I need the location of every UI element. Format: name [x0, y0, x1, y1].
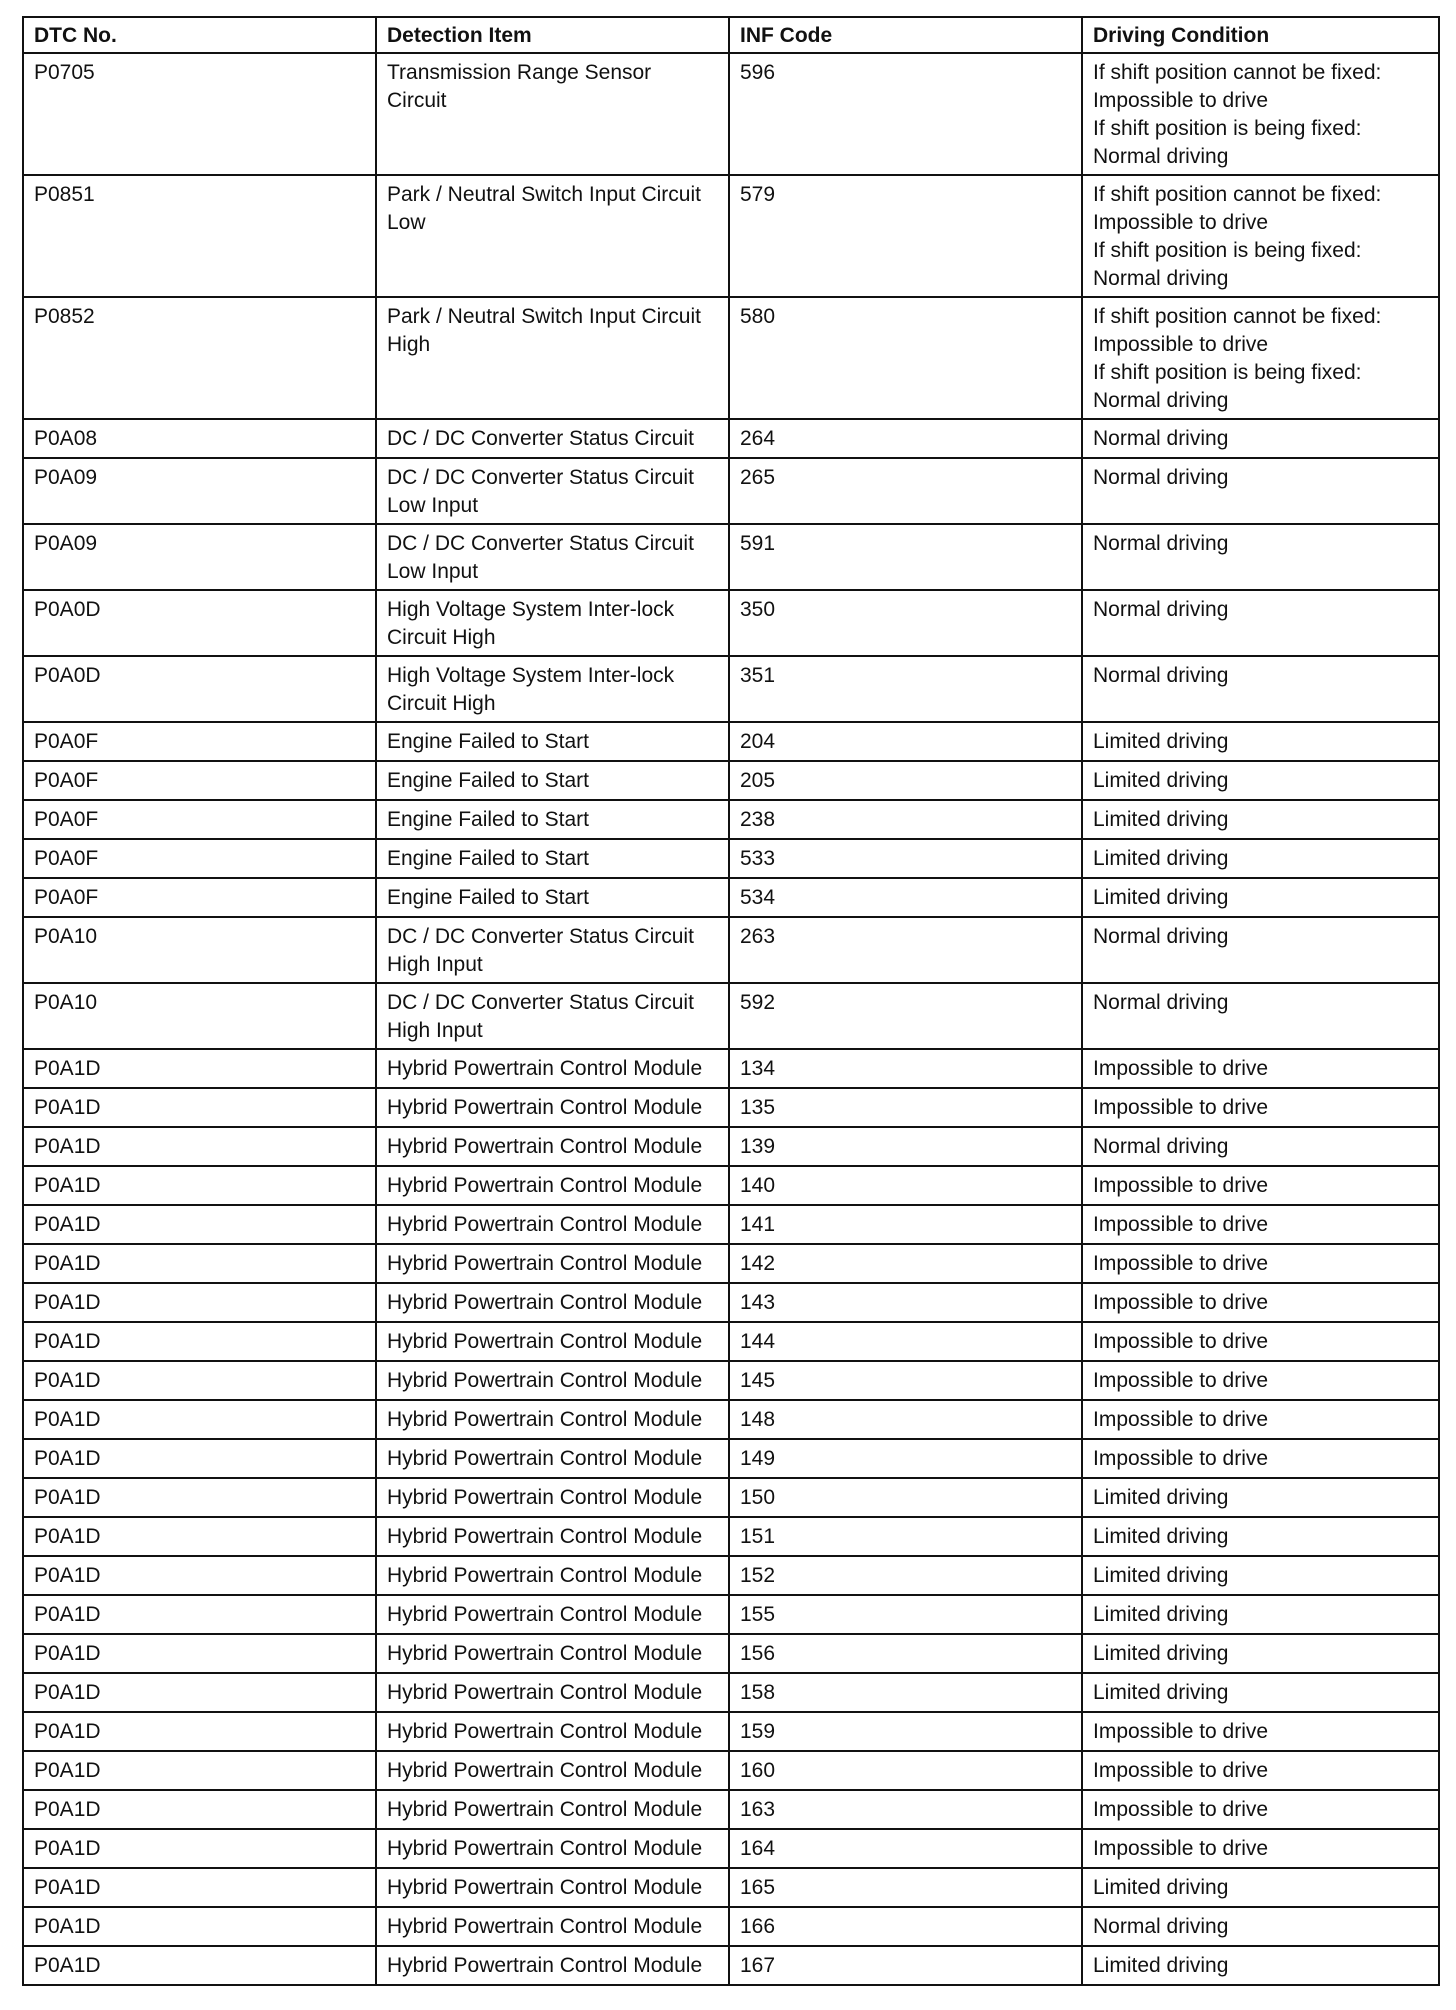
- driving-condition-line: Limited driving: [1093, 1525, 1229, 1548]
- cell-driving-condition: [1082, 419, 1439, 458]
- table-row: [23, 524, 1439, 590]
- driving-condition-line: Limited driving: [1093, 808, 1229, 831]
- cell-dtc-no: P0852: [23, 297, 376, 419]
- table-row: [23, 1790, 1439, 1829]
- cell-driving-condition: [1082, 590, 1439, 656]
- cell-dtc-no: P0705: [23, 53, 376, 175]
- cell-dtc-no: P0A1D: [23, 1634, 376, 1673]
- cell-detection-item: [376, 800, 729, 839]
- driving-condition-line: Normal driving: [1093, 145, 1229, 168]
- detection-item-line: Engine Failed to Start: [387, 808, 589, 831]
- cell-dtc-no: P0A1D: [23, 1049, 376, 1088]
- driving-condition-line: Impossible to drive: [1093, 1330, 1269, 1353]
- cell-detection-item: [376, 419, 729, 458]
- driving-condition-line: Normal driving: [1093, 267, 1229, 290]
- cell-inf-code: 159: [729, 1712, 1082, 1751]
- detection-item-line: Hybrid Powertrain Control Module: [387, 1096, 703, 1119]
- table-row: [23, 458, 1439, 524]
- cell-detection-item: [376, 1946, 729, 1985]
- cell-driving-condition: [1082, 1556, 1439, 1595]
- cell-inf-code: 534: [729, 878, 1082, 917]
- driving-condition-line: Impossible to drive: [1093, 1369, 1269, 1392]
- detection-item-line: Hybrid Powertrain Control Module: [387, 1681, 703, 1704]
- driving-condition-line: Limited driving: [1093, 1681, 1229, 1704]
- cell-inf-code: 591: [729, 524, 1082, 590]
- cell-driving-condition: [1082, 53, 1439, 175]
- cell-inf-code: 158: [729, 1673, 1082, 1712]
- detection-item-line: Hybrid Powertrain Control Module: [387, 1564, 703, 1587]
- driving-condition-line: Impossible to drive: [1093, 211, 1269, 234]
- cell-driving-condition: [1082, 1205, 1439, 1244]
- cell-driving-condition: [1082, 1673, 1439, 1712]
- cell-dtc-no: P0A1D: [23, 1439, 376, 1478]
- cell-detection-item: [376, 590, 729, 656]
- driving-condition-line: Limited driving: [1093, 1603, 1229, 1626]
- cell-dtc-no: P0A0F: [23, 878, 376, 917]
- driving-condition-line: Normal driving: [1093, 466, 1229, 489]
- cell-dtc-no: P0A10: [23, 917, 376, 983]
- detection-item-line: Hybrid Powertrain Control Module: [387, 1330, 703, 1353]
- detection-item-line: Hybrid Powertrain Control Module: [387, 1447, 703, 1470]
- detection-item-line: Hybrid Powertrain Control Module: [387, 1057, 703, 1080]
- detection-item-line: Hybrid Powertrain Control Module: [387, 1174, 703, 1197]
- detection-item-line: Hybrid Powertrain Control Module: [387, 1213, 703, 1236]
- detection-item-line: Hybrid Powertrain Control Module: [387, 1954, 703, 1977]
- table-row: [23, 839, 1439, 878]
- cell-detection-item: [376, 917, 729, 983]
- cell-driving-condition: [1082, 1127, 1439, 1166]
- driving-condition-line: Limited driving: [1093, 1642, 1229, 1665]
- cell-inf-code: 579: [729, 175, 1082, 297]
- cell-inf-code: 165: [729, 1868, 1082, 1907]
- cell-driving-condition: [1082, 839, 1439, 878]
- cell-dtc-no: P0851: [23, 175, 376, 297]
- cell-inf-code: 149: [729, 1439, 1082, 1478]
- cell-detection-item: [376, 175, 729, 297]
- cell-dtc-no: P0A1D: [23, 1361, 376, 1400]
- detection-item-line: High: [387, 333, 431, 356]
- detection-item-line: Park / Neutral Switch Input Circuit: [387, 183, 701, 206]
- detection-item-line: Engine Failed to Start: [387, 730, 589, 753]
- table-row: [23, 1400, 1439, 1439]
- driving-condition-line: Normal driving: [1093, 1135, 1229, 1158]
- driving-condition-line: Limited driving: [1093, 847, 1229, 870]
- driving-condition-line: If shift position is being fixed:: [1093, 361, 1362, 384]
- cell-dtc-no: P0A1D: [23, 1400, 376, 1439]
- cell-inf-code: 135: [729, 1088, 1082, 1127]
- cell-driving-condition: [1082, 1088, 1439, 1127]
- cell-inf-code: 139: [729, 1127, 1082, 1166]
- driving-condition-line: Normal driving: [1093, 664, 1229, 687]
- cell-inf-code: 134: [729, 1049, 1082, 1088]
- detection-item-line: Hybrid Powertrain Control Module: [387, 1837, 703, 1860]
- table-row: [23, 983, 1439, 1049]
- cell-inf-code: 263: [729, 917, 1082, 983]
- table-row: [23, 297, 1439, 419]
- table-row: [23, 1205, 1439, 1244]
- table-row: [23, 1868, 1439, 1907]
- cell-driving-condition: [1082, 524, 1439, 590]
- cell-detection-item: [376, 1712, 729, 1751]
- detection-item-line: Hybrid Powertrain Control Module: [387, 1876, 703, 1899]
- detection-item-line: Hybrid Powertrain Control Module: [387, 1759, 703, 1782]
- cell-driving-condition: [1082, 1244, 1439, 1283]
- table-row: [23, 1244, 1439, 1283]
- detection-item-line: Low Input: [387, 560, 479, 583]
- detection-item-line: DC / DC Converter Status Circuit: [387, 925, 694, 948]
- detection-item-line: Low Input: [387, 494, 479, 517]
- cell-inf-code: 167: [729, 1946, 1082, 1985]
- cell-inf-code: 580: [729, 297, 1082, 419]
- cell-dtc-no: P0A1D: [23, 1790, 376, 1829]
- driving-condition-line: Impossible to drive: [1093, 1213, 1269, 1236]
- table-row: [23, 1283, 1439, 1322]
- cell-dtc-no: P0A1D: [23, 1595, 376, 1634]
- driving-condition-line: If shift position is being fixed:: [1093, 117, 1362, 140]
- cell-dtc-no: P0A1D: [23, 1907, 376, 1946]
- cell-inf-code: 140: [729, 1166, 1082, 1205]
- detection-item-line: DC / DC Converter Status Circuit: [387, 991, 694, 1014]
- header-driving-condition: Driving Condition: [1082, 17, 1439, 53]
- cell-detection-item: [376, 458, 729, 524]
- cell-dtc-no: P0A09: [23, 458, 376, 524]
- cell-detection-item: [376, 1283, 729, 1322]
- driving-condition-line: Normal driving: [1093, 532, 1229, 555]
- cell-inf-code: 351: [729, 656, 1082, 722]
- table-row: [23, 1712, 1439, 1751]
- cell-driving-condition: [1082, 1283, 1439, 1322]
- cell-inf-code: 141: [729, 1205, 1082, 1244]
- table-row: [23, 1361, 1439, 1400]
- table-row: [23, 1751, 1439, 1790]
- detection-item-line: DC / DC Converter Status Circuit: [387, 532, 694, 555]
- driving-condition-line: Limited driving: [1093, 769, 1229, 792]
- cell-detection-item: [376, 1244, 729, 1283]
- driving-condition-line: Impossible to drive: [1093, 1174, 1269, 1197]
- driving-condition-line: Impossible to drive: [1093, 1096, 1269, 1119]
- cell-inf-code: 151: [729, 1517, 1082, 1556]
- table-body: [23, 53, 1439, 1985]
- cell-inf-code: 144: [729, 1322, 1082, 1361]
- detection-item-line: High Input: [387, 1019, 483, 1042]
- detection-item-line: Hybrid Powertrain Control Module: [387, 1291, 703, 1314]
- driving-condition-line: If shift position is being fixed:: [1093, 239, 1362, 262]
- table-row: [23, 1439, 1439, 1478]
- cell-dtc-no: P0A1D: [23, 1205, 376, 1244]
- cell-dtc-no: P0A0F: [23, 800, 376, 839]
- cell-detection-item: [376, 297, 729, 419]
- driving-condition-line: Impossible to drive: [1093, 1447, 1269, 1470]
- cell-detection-item: [376, 53, 729, 175]
- detection-item-line: High Input: [387, 953, 483, 976]
- table-row: [23, 761, 1439, 800]
- cell-detection-item: [376, 1634, 729, 1673]
- table-row: [23, 175, 1439, 297]
- header-inf-code: INF Code: [729, 17, 1082, 53]
- driving-condition-line: Normal driving: [1093, 427, 1229, 450]
- detection-item-line: Hybrid Powertrain Control Module: [387, 1525, 703, 1548]
- driving-condition-line: Impossible to drive: [1093, 1759, 1269, 1782]
- driving-condition-line: Normal driving: [1093, 1915, 1229, 1938]
- table-row: [23, 917, 1439, 983]
- detection-item-line: Hybrid Powertrain Control Module: [387, 1642, 703, 1665]
- cell-dtc-no: P0A1D: [23, 1244, 376, 1283]
- cell-driving-condition: [1082, 1751, 1439, 1790]
- cell-detection-item: [376, 656, 729, 722]
- table-row: [23, 1166, 1439, 1205]
- cell-detection-item: [376, 1322, 729, 1361]
- cell-inf-code: 152: [729, 1556, 1082, 1595]
- detection-item-line: Hybrid Powertrain Control Module: [387, 1798, 703, 1821]
- table-row: [23, 722, 1439, 761]
- cell-driving-condition: [1082, 1946, 1439, 1985]
- table-row: [23, 1946, 1439, 1985]
- cell-dtc-no: P0A1D: [23, 1751, 376, 1790]
- cell-driving-condition: [1082, 722, 1439, 761]
- header-detection-item: Detection Item: [376, 17, 729, 53]
- detection-item-line: Hybrid Powertrain Control Module: [387, 1252, 703, 1275]
- cell-detection-item: [376, 1790, 729, 1829]
- cell-dtc-no: P0A0D: [23, 656, 376, 722]
- cell-detection-item: [376, 1673, 729, 1712]
- cell-detection-item: [376, 1361, 729, 1400]
- detection-item-line: Engine Failed to Start: [387, 847, 589, 870]
- header-dtc-no: DTC No.: [23, 17, 376, 53]
- table-row: [23, 1127, 1439, 1166]
- cell-detection-item: [376, 1907, 729, 1946]
- cell-driving-condition: [1082, 983, 1439, 1049]
- driving-condition-line: Normal driving: [1093, 925, 1229, 948]
- cell-detection-item: [376, 1829, 729, 1868]
- cell-inf-code: 155: [729, 1595, 1082, 1634]
- cell-driving-condition: [1082, 1790, 1439, 1829]
- cell-dtc-no: P0A1D: [23, 1283, 376, 1322]
- cell-detection-item: [376, 1478, 729, 1517]
- table-row: [23, 878, 1439, 917]
- table-row: [23, 1595, 1439, 1634]
- driving-condition-line: If shift position cannot be fixed:: [1093, 183, 1382, 206]
- cell-dtc-no: P0A1D: [23, 1166, 376, 1205]
- cell-dtc-no: P0A08: [23, 419, 376, 458]
- cell-driving-condition: [1082, 1595, 1439, 1634]
- cell-driving-condition: [1082, 1322, 1439, 1361]
- cell-detection-item: [376, 1205, 729, 1244]
- cell-inf-code: 205: [729, 761, 1082, 800]
- detection-item-line: Transmission Range Sensor: [387, 61, 652, 84]
- cell-inf-code: 142: [729, 1244, 1082, 1283]
- cell-inf-code: 160: [729, 1751, 1082, 1790]
- cell-dtc-no: P0A1D: [23, 1712, 376, 1751]
- cell-inf-code: 238: [729, 800, 1082, 839]
- detection-item-line: DC / DC Converter Status Circuit: [387, 427, 694, 450]
- header-row: [23, 17, 1439, 53]
- driving-condition-line: Limited driving: [1093, 1564, 1229, 1587]
- cell-driving-condition: [1082, 1634, 1439, 1673]
- cell-dtc-no: P0A1D: [23, 1127, 376, 1166]
- cell-driving-condition: [1082, 1907, 1439, 1946]
- detection-item-line: High Voltage System Inter-lock: [387, 598, 675, 621]
- cell-driving-condition: [1082, 1400, 1439, 1439]
- driving-condition-line: If shift position cannot be fixed:: [1093, 61, 1382, 84]
- detection-item-line: Hybrid Powertrain Control Module: [387, 1369, 703, 1392]
- cell-driving-condition: [1082, 1829, 1439, 1868]
- detection-item-line: Circuit High: [387, 692, 496, 715]
- cell-dtc-no: P0A0F: [23, 722, 376, 761]
- cell-inf-code: 164: [729, 1829, 1082, 1868]
- cell-detection-item: [376, 839, 729, 878]
- detection-item-line: Hybrid Powertrain Control Module: [387, 1603, 703, 1626]
- detection-item-line: Low: [387, 211, 426, 234]
- cell-inf-code: 163: [729, 1790, 1082, 1829]
- driving-condition-line: Normal driving: [1093, 598, 1229, 621]
- cell-driving-condition: [1082, 1868, 1439, 1907]
- table-row: [23, 1049, 1439, 1088]
- driving-condition-line: Impossible to drive: [1093, 1720, 1269, 1743]
- cell-inf-code: 143: [729, 1283, 1082, 1322]
- cell-dtc-no: P0A0F: [23, 839, 376, 878]
- cell-dtc-no: P0A1D: [23, 1556, 376, 1595]
- cell-detection-item: [376, 1049, 729, 1088]
- table-row: [23, 1322, 1439, 1361]
- driving-condition-line: If shift position cannot be fixed:: [1093, 305, 1382, 328]
- cell-inf-code: 592: [729, 983, 1082, 1049]
- cell-detection-item: [376, 722, 729, 761]
- detection-item-line: Hybrid Powertrain Control Module: [387, 1408, 703, 1431]
- cell-dtc-no: P0A1D: [23, 1673, 376, 1712]
- cell-dtc-no: P0A1D: [23, 1088, 376, 1127]
- table-row: [23, 800, 1439, 839]
- table-row: [23, 1907, 1439, 1946]
- cell-driving-condition: [1082, 1478, 1439, 1517]
- cell-driving-condition: [1082, 175, 1439, 297]
- cell-detection-item: [376, 1400, 729, 1439]
- table-row: [23, 656, 1439, 722]
- detection-item-line: Circuit High: [387, 626, 496, 649]
- detection-item-line: Hybrid Powertrain Control Module: [387, 1720, 703, 1743]
- driving-condition-line: Limited driving: [1093, 1876, 1229, 1899]
- cell-dtc-no: P0A1D: [23, 1946, 376, 1985]
- driving-condition-line: Limited driving: [1093, 886, 1229, 909]
- cell-dtc-no: P0A0F: [23, 761, 376, 800]
- detection-item-line: Circuit: [387, 89, 447, 112]
- detection-item-line: Park / Neutral Switch Input Circuit: [387, 305, 701, 328]
- driving-condition-line: Impossible to drive: [1093, 1798, 1269, 1821]
- table-row: [23, 1829, 1439, 1868]
- detection-item-line: High Voltage System Inter-lock: [387, 664, 675, 687]
- driving-condition-line: Impossible to drive: [1093, 1057, 1269, 1080]
- cell-driving-condition: [1082, 1049, 1439, 1088]
- driving-condition-line: Limited driving: [1093, 730, 1229, 753]
- driving-condition-line: Impossible to drive: [1093, 1837, 1269, 1860]
- driving-condition-line: Impossible to drive: [1093, 1252, 1269, 1275]
- cell-detection-item: [376, 1751, 729, 1790]
- driving-condition-line: Limited driving: [1093, 1954, 1229, 1977]
- table-header: [23, 17, 1439, 53]
- driving-condition-line: Impossible to drive: [1093, 1408, 1269, 1431]
- cell-dtc-no: P0A1D: [23, 1517, 376, 1556]
- cell-driving-condition: [1082, 1517, 1439, 1556]
- cell-inf-code: 350: [729, 590, 1082, 656]
- cell-driving-condition: [1082, 1712, 1439, 1751]
- cell-detection-item: [376, 524, 729, 590]
- driving-condition-line: Impossible to drive: [1093, 1291, 1269, 1314]
- table-row: [23, 1517, 1439, 1556]
- cell-dtc-no: P0A0D: [23, 590, 376, 656]
- cell-detection-item: [376, 1088, 729, 1127]
- table-row: [23, 1478, 1439, 1517]
- table-row: [23, 1634, 1439, 1673]
- cell-driving-condition: [1082, 1439, 1439, 1478]
- cell-detection-item: [376, 761, 729, 800]
- detection-item-line: DC / DC Converter Status Circuit: [387, 466, 694, 489]
- cell-driving-condition: [1082, 1361, 1439, 1400]
- cell-dtc-no: P0A09: [23, 524, 376, 590]
- cell-detection-item: [376, 983, 729, 1049]
- cell-inf-code: 156: [729, 1634, 1082, 1673]
- cell-dtc-no: P0A1D: [23, 1478, 376, 1517]
- cell-detection-item: [376, 1595, 729, 1634]
- table-row: [23, 1673, 1439, 1712]
- cell-driving-condition: [1082, 656, 1439, 722]
- cell-driving-condition: [1082, 1166, 1439, 1205]
- cell-driving-condition: [1082, 458, 1439, 524]
- detection-item-line: Hybrid Powertrain Control Module: [387, 1915, 703, 1938]
- detection-item-line: Engine Failed to Start: [387, 886, 589, 909]
- cell-inf-code: 166: [729, 1907, 1082, 1946]
- detection-item-line: Engine Failed to Start: [387, 769, 589, 792]
- cell-driving-condition: [1082, 878, 1439, 917]
- cell-dtc-no: P0A1D: [23, 1829, 376, 1868]
- cell-driving-condition: [1082, 761, 1439, 800]
- cell-inf-code: 204: [729, 722, 1082, 761]
- cell-detection-item: [376, 1868, 729, 1907]
- driving-condition-line: Impossible to drive: [1093, 89, 1269, 112]
- cell-driving-condition: [1082, 800, 1439, 839]
- driving-condition-line: Normal driving: [1093, 389, 1229, 412]
- cell-driving-condition: [1082, 297, 1439, 419]
- driving-condition-line: Impossible to drive: [1093, 333, 1269, 356]
- table-row: [23, 53, 1439, 175]
- cell-dtc-no: P0A1D: [23, 1868, 376, 1907]
- cell-detection-item: [376, 878, 729, 917]
- cell-inf-code: 150: [729, 1478, 1082, 1517]
- cell-driving-condition: [1082, 917, 1439, 983]
- detection-item-line: Hybrid Powertrain Control Module: [387, 1486, 703, 1509]
- table-row: [23, 590, 1439, 656]
- detection-item-line: Hybrid Powertrain Control Module: [387, 1135, 703, 1158]
- cell-inf-code: 148: [729, 1400, 1082, 1439]
- cell-detection-item: [376, 1166, 729, 1205]
- table-row: [23, 1556, 1439, 1595]
- cell-dtc-no: P0A10: [23, 983, 376, 1049]
- cell-inf-code: 533: [729, 839, 1082, 878]
- driving-condition-line: Limited driving: [1093, 1486, 1229, 1509]
- table-row: [23, 1088, 1439, 1127]
- cell-inf-code: 596: [729, 53, 1082, 175]
- cell-inf-code: 264: [729, 419, 1082, 458]
- cell-detection-item: [376, 1439, 729, 1478]
- driving-condition-line: Normal driving: [1093, 991, 1229, 1014]
- cell-detection-item: [376, 1517, 729, 1556]
- cell-inf-code: 265: [729, 458, 1082, 524]
- dtc-table: [22, 16, 1440, 1986]
- table-row: [23, 419, 1439, 458]
- cell-detection-item: [376, 1556, 729, 1595]
- cell-detection-item: [376, 1127, 729, 1166]
- cell-dtc-no: P0A1D: [23, 1322, 376, 1361]
- cell-inf-code: 145: [729, 1361, 1082, 1400]
